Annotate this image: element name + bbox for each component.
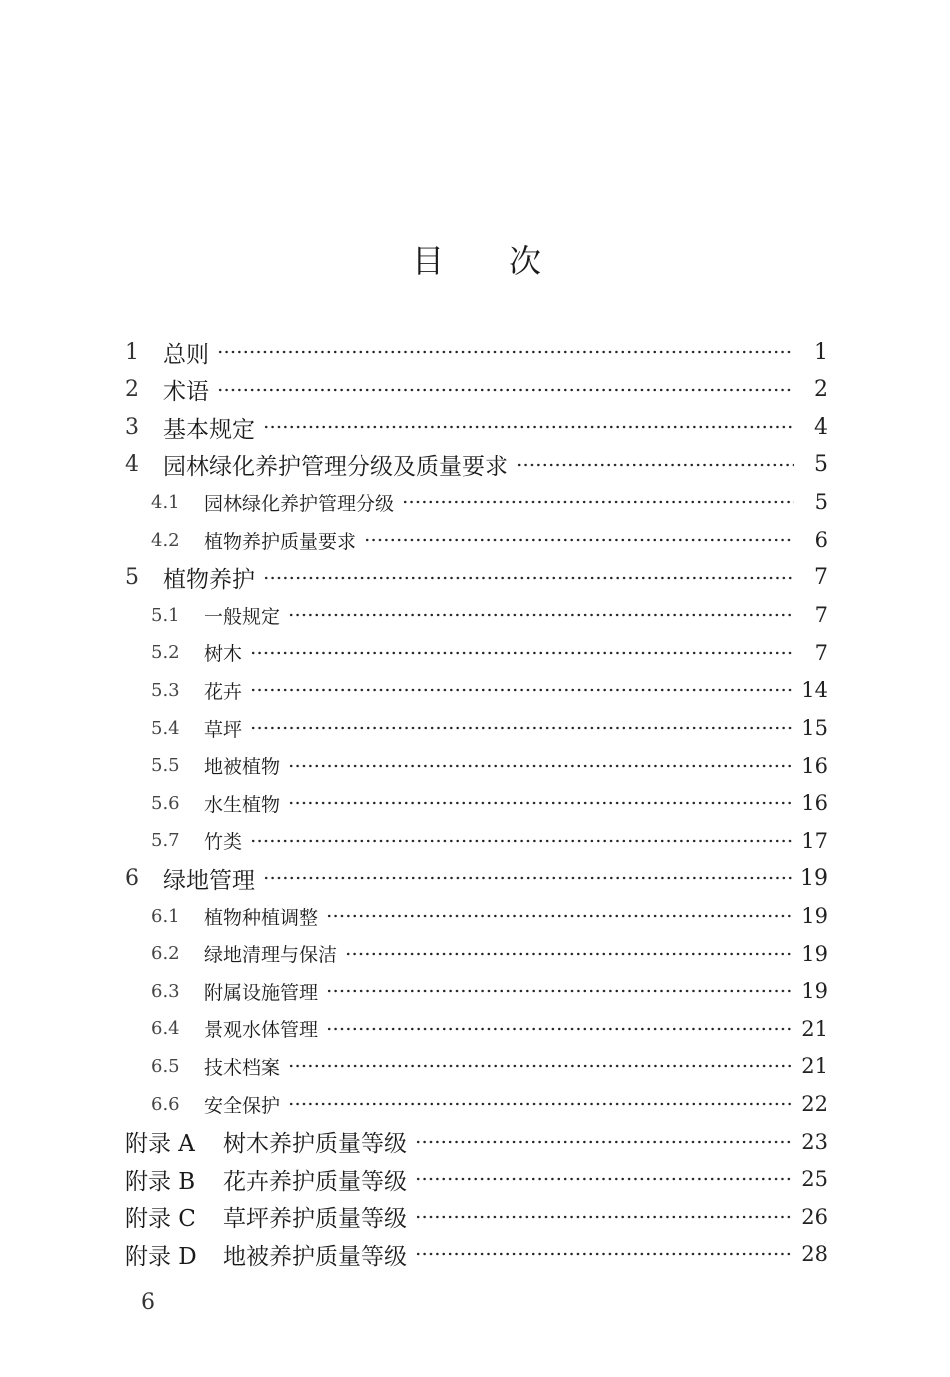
dot-leader	[345, 952, 793, 956]
toc-entry[interactable]	[151, 597, 828, 633]
toc-entry-label: 绿地清理与保洁	[204, 944, 338, 967]
dot-leader	[415, 1140, 793, 1144]
toc-entry[interactable]	[151, 823, 828, 859]
toc-entry-page: 16	[801, 753, 828, 778]
toc-entry-page: 6	[814, 528, 828, 552]
toc-entry[interactable]	[151, 936, 828, 972]
dot-leader	[288, 1102, 793, 1106]
toc-entry[interactable]	[151, 672, 828, 708]
toc-entry-page: 5	[814, 490, 828, 515]
toc-entry[interactable]	[151, 748, 828, 784]
toc-entry-page: 4	[814, 414, 828, 440]
toc-entry-page: 21	[801, 1016, 828, 1041]
toc-entry[interactable]	[151, 785, 828, 821]
toc-entry-page: 7	[814, 565, 828, 591]
toc-entry[interactable]	[125, 1161, 828, 1197]
toc-entry-number: 附录 B	[125, 1168, 196, 1195]
dot-leader	[326, 914, 793, 918]
toc-entry[interactable]	[151, 898, 828, 934]
dot-leader	[288, 801, 793, 805]
toc-entry-label: 术语	[163, 379, 209, 406]
dot-leader	[250, 839, 793, 843]
toc-entry-label: 园林绿化养护管理分级及质量要求	[163, 454, 508, 481]
toc-entry-label: 地被养护质量等级	[223, 1243, 407, 1270]
toc-entry-number: 5.6	[151, 792, 180, 814]
toc-entry-number: 4	[125, 452, 139, 478]
toc-entry-number: 3	[125, 414, 139, 440]
dot-leader	[288, 613, 794, 617]
toc-entry[interactable]	[125, 1236, 828, 1272]
dot-leader	[217, 388, 794, 392]
page-number: 6	[141, 1290, 155, 1315]
dot-leader	[364, 538, 794, 542]
dot-leader	[326, 989, 793, 993]
toc-entry-label: 植物种植调整	[204, 906, 319, 929]
toc-entry-page: 5	[814, 452, 828, 478]
toc-entry-number: 6.1	[151, 905, 180, 927]
toc-entry[interactable]	[125, 560, 828, 596]
dot-leader	[263, 576, 794, 580]
toc-entry-label: 竹类	[204, 831, 243, 854]
toc-entry-page: 2	[814, 377, 828, 403]
toc-title-char-1: 目	[412, 242, 445, 280]
toc-entry-label: 植物养护质量要求	[204, 530, 357, 553]
toc-entry-label: 园林绿化养护管理分级	[204, 492, 395, 515]
dot-leader	[263, 876, 792, 880]
toc-entry-number: 5.2	[151, 642, 180, 664]
toc-entry-number: 6.3	[151, 980, 180, 1002]
toc-entry-page: 7	[814, 640, 828, 665]
toc-entry[interactable]	[125, 409, 828, 445]
toc-entry-page: 19	[800, 865, 828, 891]
toc-title-char-2: 次	[509, 242, 542, 280]
toc-entry-label: 树木养护质量等级	[223, 1131, 407, 1158]
toc-entry-page: 25	[801, 1167, 828, 1192]
dot-leader	[402, 500, 794, 504]
toc-entry-page: 16	[801, 791, 828, 816]
toc-entry-number: 6.2	[151, 943, 180, 965]
toc-entry[interactable]	[151, 710, 828, 746]
toc-entry-label: 植物养护	[163, 567, 255, 594]
toc-entry[interactable]	[151, 484, 828, 520]
toc-entry-page: 17	[801, 828, 828, 853]
toc-entry-number: 4.2	[151, 529, 180, 551]
toc-entry[interactable]	[125, 372, 828, 408]
toc-entry-page: 21	[801, 1054, 828, 1079]
dot-leader	[250, 726, 793, 730]
toc-entry-page: 23	[801, 1129, 828, 1154]
toc-entry-label: 草坪养护质量等级	[223, 1206, 407, 1233]
dot-leader	[263, 425, 794, 429]
toc-entry-page: 15	[801, 716, 828, 740]
toc-entry-label: 附属设施管理	[204, 981, 319, 1004]
toc-entry-number: 5.3	[151, 679, 180, 701]
toc-entry-page: 19	[801, 941, 828, 966]
dot-leader	[415, 1177, 793, 1181]
toc-entry-number: 5	[125, 565, 139, 591]
toc-entry-label: 基本规定	[163, 416, 255, 443]
toc-entry-number: 1	[125, 339, 139, 365]
toc-entry-label: 草坪	[204, 718, 243, 741]
dot-leader	[415, 1252, 793, 1256]
toc-entry-number: 6	[125, 865, 139, 891]
toc-entry-page: 19	[801, 904, 828, 928]
toc-entry-label: 水生植物	[204, 793, 281, 816]
toc-entry-label: 花卉	[204, 680, 243, 703]
toc-entry-label: 总则	[163, 341, 209, 368]
toc-entry-number: 6.5	[151, 1055, 180, 1077]
toc-entry-page: 7	[814, 603, 828, 628]
toc-entry[interactable]	[151, 1048, 828, 1084]
toc-entry-number: 5.1	[151, 604, 180, 626]
toc-entry[interactable]	[151, 522, 828, 558]
toc-entry-number: 4.1	[151, 491, 180, 513]
toc-entry-number: 6.6	[151, 1093, 180, 1115]
toc-entry-number: 5.4	[151, 717, 180, 739]
toc-entry-label: 绿地管理	[163, 867, 255, 894]
toc-entry-number: 5.7	[151, 830, 180, 852]
dot-leader	[250, 651, 794, 655]
dot-leader	[415, 1215, 793, 1219]
toc-entry[interactable]	[125, 1199, 828, 1235]
toc-entry-page: 26	[801, 1204, 828, 1229]
toc-entry[interactable]	[151, 1011, 828, 1047]
toc-entry-page: 22	[801, 1092, 828, 1116]
dot-leader	[288, 764, 793, 768]
toc-entry[interactable]	[151, 635, 828, 671]
toc-entry-page: 28	[801, 1242, 828, 1267]
toc-entry-page: 14	[801, 678, 828, 703]
toc-entry-number: 附录 C	[125, 1206, 196, 1233]
toc-entry-number: 附录 D	[125, 1243, 197, 1270]
toc-entry-label: 树木	[204, 643, 243, 666]
toc-entry[interactable]	[125, 334, 828, 370]
toc-entry-label: 地被植物	[204, 756, 281, 779]
toc-entry-number: 附录 A	[125, 1131, 195, 1158]
toc-entry-label: 一般规定	[204, 605, 281, 628]
toc-entry[interactable]	[151, 1086, 828, 1122]
dot-leader	[516, 463, 794, 467]
toc-entry-label: 技术档案	[204, 1056, 281, 1079]
toc-entry-page: 19	[801, 979, 828, 1004]
toc-entry-page: 1	[814, 339, 828, 365]
toc-entry[interactable]	[125, 447, 828, 483]
dot-leader	[326, 1027, 793, 1031]
toc-entry[interactable]	[125, 860, 828, 896]
toc-entry-label: 花卉养护质量等级	[223, 1168, 407, 1195]
toc-entry[interactable]	[151, 973, 828, 1009]
dot-leader	[217, 350, 794, 354]
toc-entry-number: 5.5	[151, 755, 180, 777]
dot-leader	[288, 1064, 793, 1068]
toc-entry[interactable]	[125, 1124, 828, 1160]
toc-entry-number: 6.4	[151, 1018, 180, 1040]
dot-leader	[250, 688, 793, 692]
toc-entry-number: 2	[125, 377, 139, 403]
toc-entry-label: 安全保护	[204, 1094, 281, 1117]
toc-entry-label: 景观水体管理	[204, 1019, 319, 1042]
